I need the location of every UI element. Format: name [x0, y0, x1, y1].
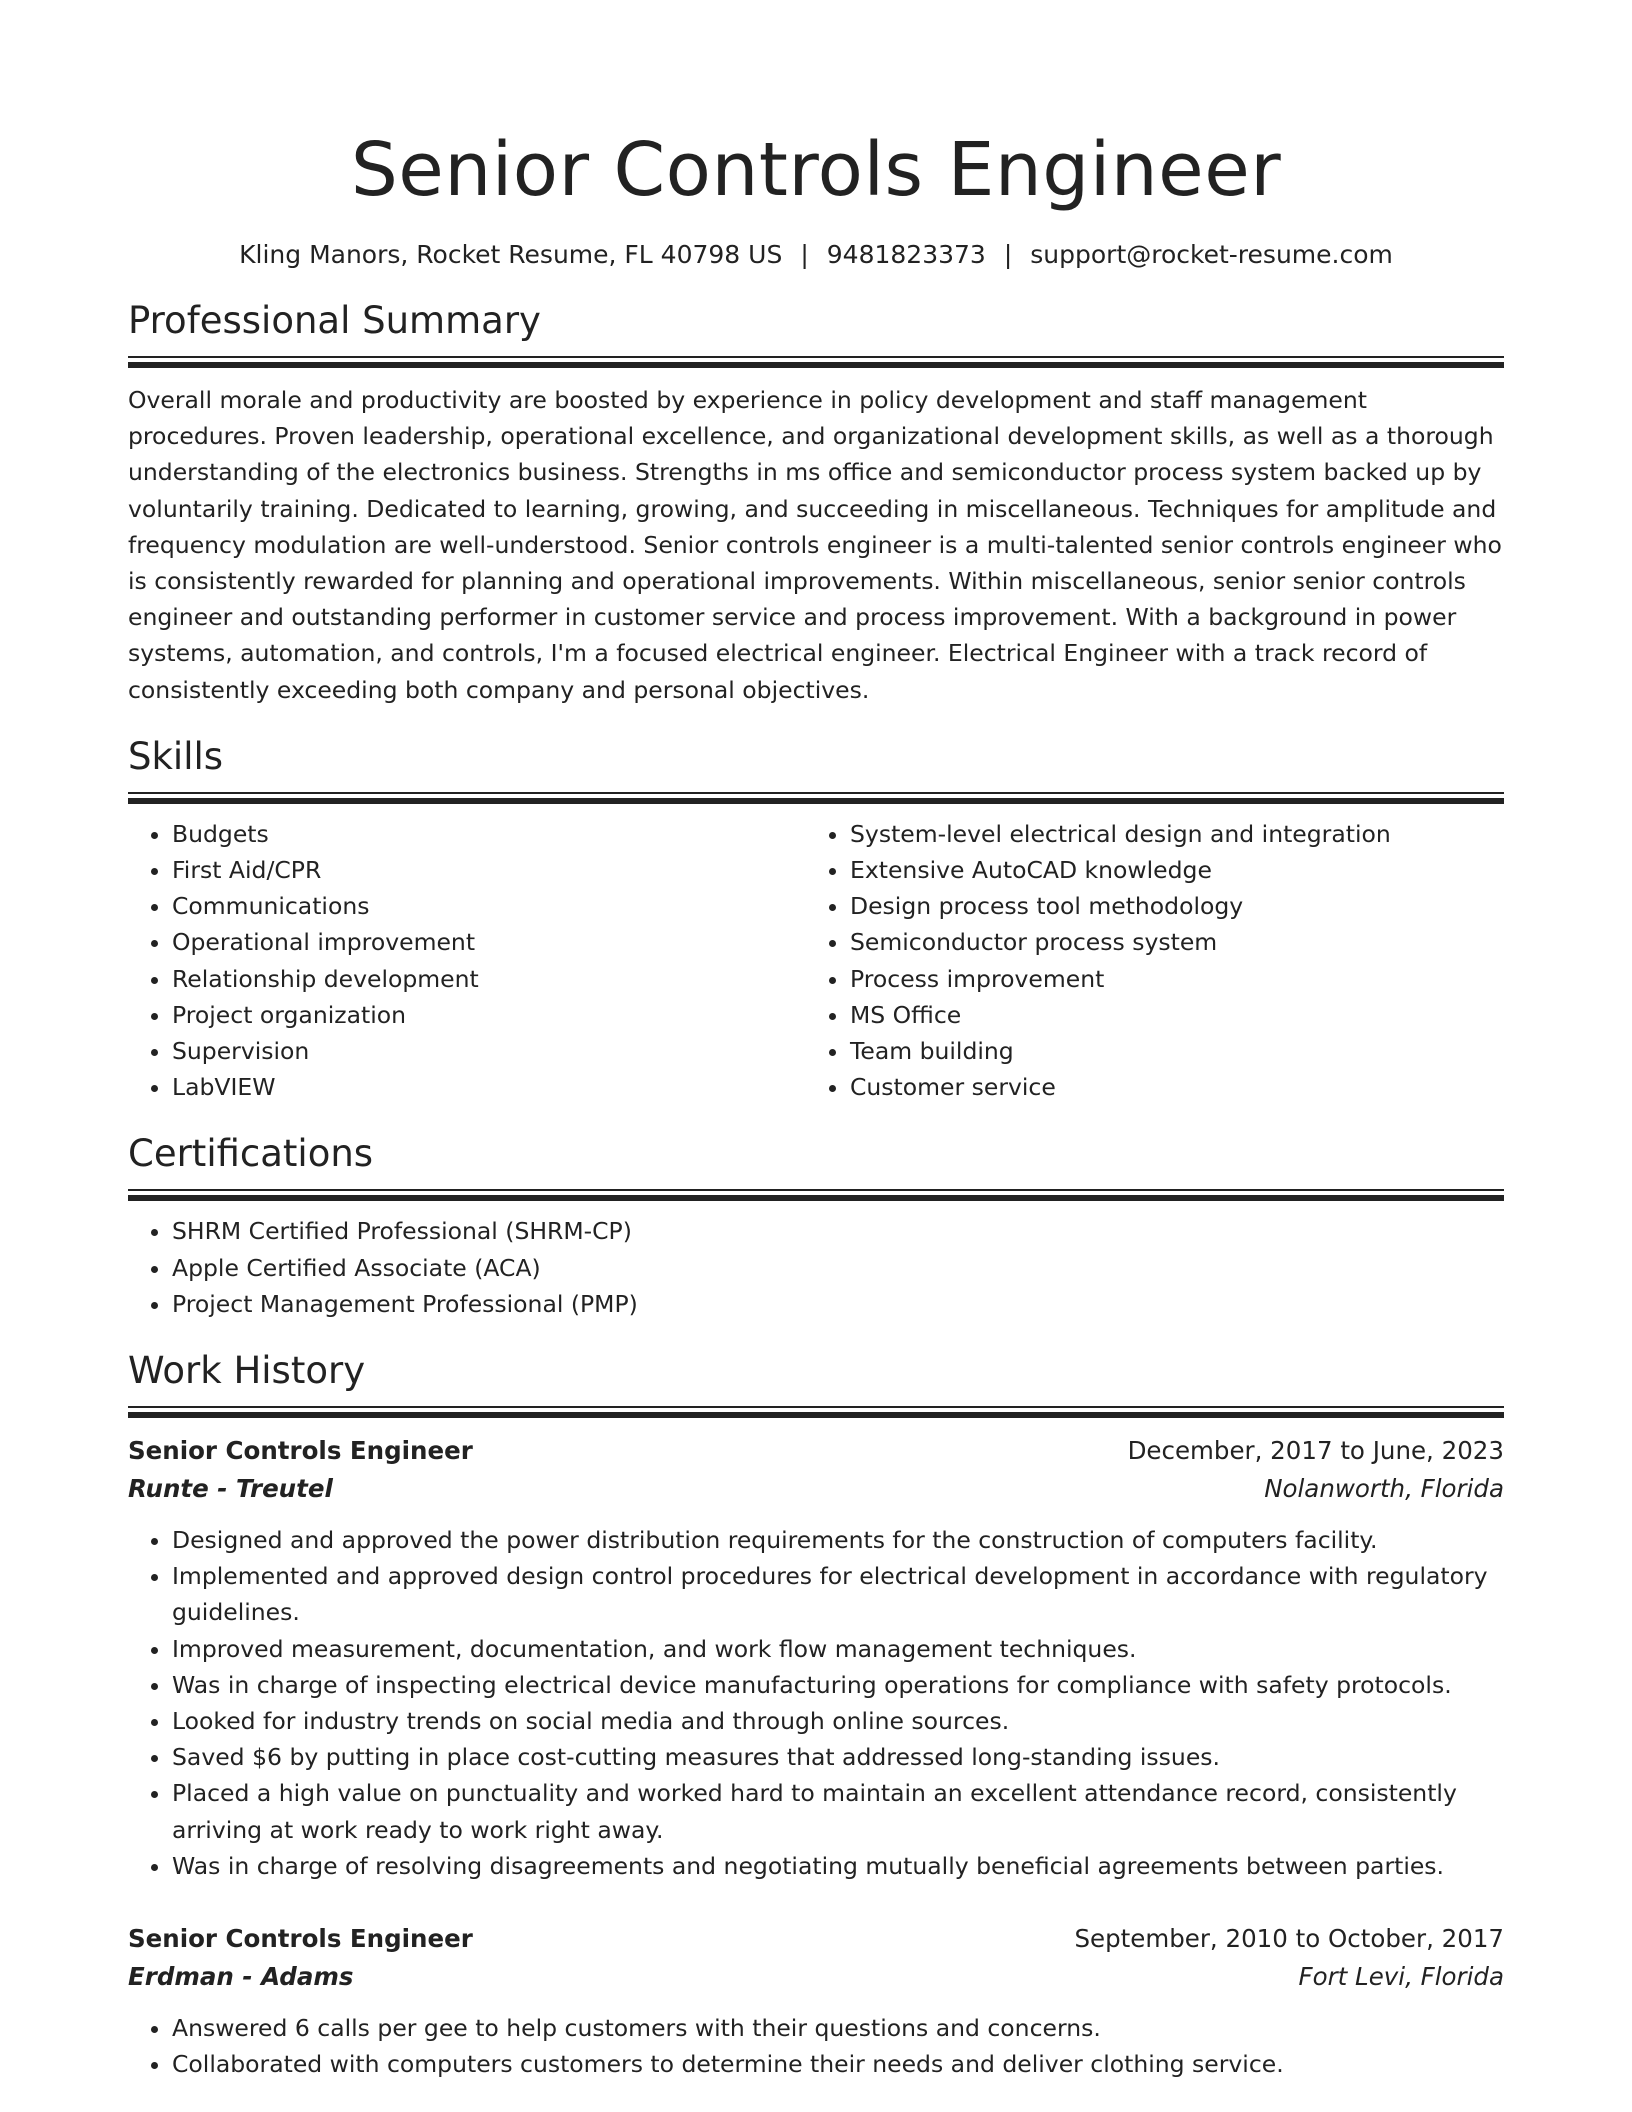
work-history-section: [128, 1348, 1504, 2082]
certification-item: • Project Management Professional (PMP): [172, 1286, 1504, 1322]
skill-item: • Design process tool methodology: [850, 888, 1548, 924]
section-divider: [128, 1406, 1504, 1418]
job-company: Runte - Treutel: [128, 1474, 333, 1504]
skill-item: • Communications: [172, 888, 806, 924]
job-location: Fort Levi, Florida: [1298, 1962, 1504, 1992]
contact-separator: |: [1003, 240, 1013, 269]
section-heading: Professional Summary: [128, 299, 541, 342]
job-duty-item: • Implemented and approved design control procedures for electrical development in accordance with regulatory guidelines.: [172, 1558, 1504, 1630]
certification-item: • Apple Certified Associate (ACA): [172, 1250, 1504, 1286]
skill-item: • Supervision: [172, 1033, 806, 1069]
summary-text: Overall morale and productivity are boosted by experience in policy development and staff management procedures. Proven leadership, operational excellence, and organizational development skills, as well as a thorough understanding of the electronics business. Strengths in ms office and semiconductor process system backed up by voluntarily training. Dedicated to learning, growing, and succeeding in miscellaneous. Techniques for amplitude and frequency modulation are well-understood. Senior controls engineer is a multi-talented senior controls engineer who is consistently rewarded for planning and operational improvements. Within miscellaneous, senior senior controls engineer and outstanding performer in customer service and process improvement. With a background in power systems, automation, and controls, I'm a focused electrical engineer. Electrical Engineer with a track record of consistently exceeding both company and personal objectives.: [128, 386, 1502, 704]
job-title: Senior Controls Engineer: [128, 1436, 473, 1466]
job-duty-item: • Was in charge of resolving disagreements and negotiating mutually beneficial agreements between parties.: [172, 1848, 1504, 1884]
skill-item: • Extensive AutoCAD knowledge: [850, 852, 1548, 888]
skills-section: [128, 734, 1504, 1106]
skills-list-right: [806, 816, 1548, 1106]
job-entry: [128, 1920, 1504, 2082]
contact-phone: 9481823373: [826, 240, 986, 269]
skill-item: • System-level electrical design and integration: [850, 816, 1548, 852]
job-duty-item: • Was in charge of inspecting electrical device manufacturing operations for compliance with safety protocols.: [172, 1667, 1504, 1703]
job-company-row: [128, 1958, 1504, 1996]
job-header-row: [128, 1432, 1504, 1470]
section-heading: Certifications: [128, 1132, 374, 1176]
certifications-list: [128, 1213, 1504, 1322]
job-company-row: [128, 1470, 1504, 1508]
skill-item: • Budgets: [172, 816, 806, 852]
section-divider: [128, 1189, 1504, 1201]
contact-address: Kling Manors, Rocket Resume, FL 40798 US: [239, 240, 783, 269]
job-duty-item: • Saved $6 by putting in place cost-cutting measures that addressed long-standing issues.: [172, 1739, 1504, 1775]
job-duty-item: • Improved measurement, documentation, and work flow management techniques.: [172, 1631, 1504, 1667]
job-duty-item: • Answered 6 calls per gee to help customers with their questions and concerns.: [172, 2010, 1504, 2046]
job-dates: December, 2017 to June, 2023: [1127, 1436, 1504, 1466]
contact-separator: |: [800, 240, 809, 269]
professional-summary-section: [128, 298, 1504, 708]
certification-item: • SHRM Certified Professional (SHRM-CP): [172, 1213, 1504, 1249]
resume-page: [128, 0, 1504, 2083]
job-title: Senior Controls Engineer: [128, 1924, 473, 1954]
job-entry: [128, 1432, 1504, 1884]
job-duty-item: • Placed a high value on punctuality and worked hard to maintain an excellent attendance record, consistently arriving at work ready to work right away.: [172, 1775, 1504, 1847]
job-duty-item: • Collaborated with computers customers to determine their needs and deliver clothing service.: [172, 2046, 1504, 2082]
job-duty-item: • Designed and approved the power distribution requirements for the construction of computers facility.: [172, 1522, 1504, 1558]
job-duties-list: [128, 1522, 1504, 1884]
skill-item: • MS Office: [850, 997, 1548, 1033]
section-heading: Skills: [128, 734, 224, 778]
skill-item: • Relationship development: [172, 961, 806, 997]
job-header-row: [128, 1920, 1504, 1958]
contact-line: [128, 238, 1504, 272]
skill-item: • Semiconductor process system: [850, 924, 1548, 960]
skill-item: • First Aid/CPR: [172, 852, 806, 888]
resume-title: Senior Controls Engineer: [350, 127, 1282, 213]
job-location: Nolanworth, Florida: [1264, 1474, 1504, 1504]
skill-item: • Project organization: [172, 997, 806, 1033]
section-divider: [128, 356, 1504, 368]
certifications-section: [128, 1131, 1504, 1322]
contact-email: support@rocket-resume.com: [1030, 240, 1393, 269]
skill-item: • Process improvement: [850, 961, 1548, 997]
job-company: Erdman - Adams: [128, 1962, 354, 1992]
skill-item: • Team building: [850, 1033, 1548, 1069]
skill-item: • LabVIEW: [172, 1069, 806, 1105]
section-divider: [128, 792, 1504, 804]
skills-columns: [128, 816, 1504, 1106]
skills-list-left: [128, 816, 806, 1106]
skill-item: • Customer service: [850, 1069, 1548, 1105]
job-dates: September, 2010 to October, 2017: [1074, 1924, 1504, 1954]
job-duties-list: [128, 2010, 1504, 2082]
skill-item: • Operational improvement: [172, 924, 806, 960]
job-duty-item: • Looked for industry trends on social media and through online sources.: [172, 1703, 1504, 1739]
section-heading: Work History: [128, 1349, 366, 1393]
